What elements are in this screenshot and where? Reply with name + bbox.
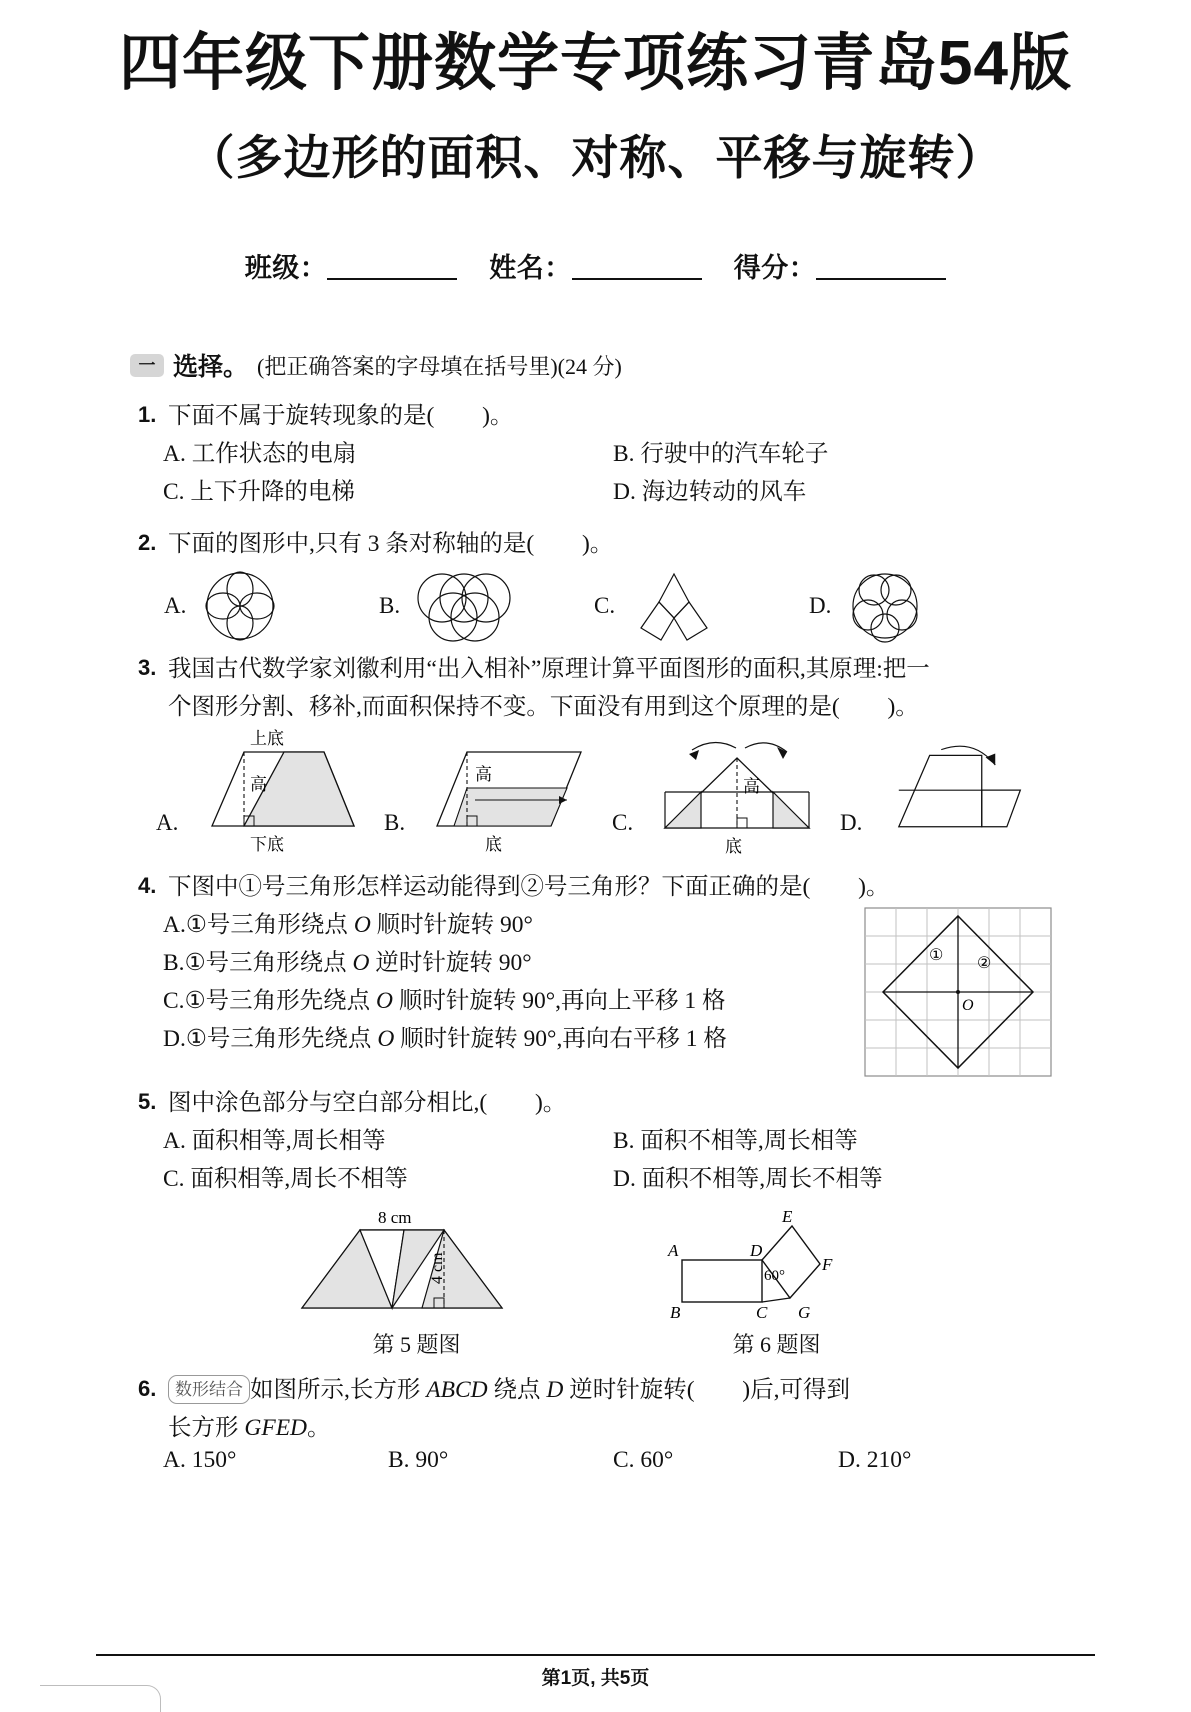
q3-figure-d [840, 728, 1040, 860]
worksheet-page [0, 28, 1191, 1712]
q4b-var: O [352, 949, 370, 976]
score-label: 得分： [733, 253, 817, 284]
trapezoid-rotate-figure [866, 728, 1040, 860]
score-field[interactable] [734, 246, 947, 285]
figures-5-6 [130, 1208, 1063, 1359]
question-2-tail: )。 [581, 531, 614, 558]
q2-figure-a-label: A. [164, 592, 187, 618]
question-3-tail: )。 [887, 693, 919, 720]
triangle-to-rectangle-figure [637, 728, 837, 860]
figure-5-caption: 第 5 题图 [372, 1331, 461, 1357]
question-6 [130, 1371, 1063, 1447]
question-1-option-d[interactable]: D. 海边转动的风车 [613, 479, 807, 506]
question-6-line1-mid: 绕点 [487, 1376, 547, 1403]
q2-figure-d [809, 568, 1009, 644]
q4a-post: 顺时针旋转 90° [370, 911, 533, 938]
page-title: 四年级下册数学专项练习青岛54版 [119, 29, 1072, 98]
question-4-tail: )。 [858, 873, 890, 900]
section-number-badge: 一 [130, 354, 164, 377]
question-1 [130, 397, 1063, 435]
triangle-kite-icon [619, 568, 729, 644]
figure-6-block [652, 1208, 902, 1359]
parallelogram-cut-move-figure [409, 728, 599, 860]
q4a-var: O [353, 911, 371, 938]
section-note: (把正确答案的字母填在括号里)(24 分) [257, 353, 622, 379]
question-3-line2: 个图形分割、移补,而面积保持不变。下面没有用到这个原理的是( [168, 693, 840, 720]
question-4-option-b[interactable] [163, 944, 857, 982]
question-6-tag: 数形结合 [168, 1375, 250, 1405]
question-6-options [130, 1447, 1063, 1474]
q4d-letter: D. [163, 1025, 186, 1052]
question-4-option-a[interactable] [163, 906, 857, 944]
q4a-letter: A. [163, 911, 186, 938]
question-1-option-b[interactable]: B. 行驶中的汽车轮子 [613, 441, 829, 468]
section-title: 选择。 [173, 353, 249, 382]
section-header-choice [130, 347, 1063, 383]
trapezoid-cut-move-figure [182, 728, 372, 860]
four-petal-circle-icon [190, 568, 290, 644]
q3c-base-text: 底 [725, 836, 743, 856]
q3b-height-text: 高 [475, 764, 493, 784]
shaded-trapezoid-figure [292, 1208, 542, 1326]
question-1-option-a[interactable]: A. 工作状态的电扇 [163, 441, 357, 468]
student-info-line [0, 246, 1191, 285]
score-blank[interactable] [816, 258, 946, 280]
question-3 [130, 650, 1063, 726]
question-5-option-d[interactable]: D. 面积不相等,周长不相等 [613, 1165, 883, 1192]
q4d-pre: ①号三角形先绕点 [185, 1025, 378, 1052]
figure6-label-F: F [821, 1254, 832, 1274]
q4c-var: O [376, 987, 393, 1014]
question-6-line2-pre: 长方形 [168, 1414, 245, 1441]
question-6-var-abcd: ABCD [426, 1376, 488, 1403]
question-4-option-d[interactable] [163, 1020, 857, 1058]
question-6-option-c[interactable]: C. 60° [613, 1447, 674, 1474]
figure5-top-label: 8 cm [377, 1207, 412, 1227]
question-5-number: 5. [138, 1088, 157, 1114]
class-label: 班级： [244, 253, 328, 284]
q4a-pre: ①号三角形绕点 [185, 911, 354, 938]
rotated-rectangle-figure [652, 1208, 902, 1326]
q3c-height-text: 高 [743, 776, 761, 796]
page-corner-decoration [40, 1685, 161, 1712]
question-3-line1: 我国古代数学家刘徽利用“出入相补”原理计算平面图形的面积,其原理:把一 [168, 655, 930, 682]
q4c-letter: C. [163, 987, 185, 1014]
page-footer: 第1页, 共5页 [96, 1654, 1095, 1690]
question-3-number: 3. [138, 654, 157, 680]
q3-figure-c [612, 728, 840, 860]
name-label: 姓名： [489, 253, 572, 284]
figure6-label-E: E [781, 1207, 792, 1226]
name-field[interactable] [489, 246, 702, 285]
question-1-option-c[interactable]: C. 上下升降的电梯 [163, 479, 355, 506]
question-6-line2-post: 。 [307, 1414, 331, 1441]
question-5-option-a[interactable]: A. 面积相等,周长相等 [163, 1127, 386, 1154]
q4b-post: 逆时针旋转 90° [369, 949, 532, 976]
class-blank[interactable] [327, 258, 457, 280]
q3a-height-text: 高 [250, 774, 268, 794]
question-5-text: 图中涂色部分与空白部分相比,( [168, 1089, 488, 1116]
q2-figure-b [379, 568, 594, 644]
q3-figure-a [156, 728, 384, 860]
question-5-options [130, 1122, 1063, 1198]
figure6-label-B: B [669, 1302, 680, 1322]
q3-figure-d-label: D. [840, 809, 863, 835]
question-3-figures [130, 728, 1063, 860]
question-2 [130, 525, 1063, 563]
question-2-text: 下面的图形中,只有 3 条对称轴的是( [168, 531, 535, 558]
q2-figure-d-label: D. [809, 592, 832, 618]
q4b-pre: ①号三角形绕点 [184, 949, 353, 976]
q2-figure-c-label: C. [594, 592, 616, 618]
question-6-line1-pre: 如图所示,长方形 [250, 1376, 427, 1403]
q2-figure-c [594, 568, 809, 644]
question-2-figures [130, 568, 1063, 644]
figure5-height-label: 4 cm [428, 1252, 446, 1284]
question-5-option-b[interactable]: B. 面积不相等,周长相等 [613, 1127, 858, 1154]
q3a-top-base-text: 上底 [250, 728, 285, 748]
question-6-option-a[interactable]: A. 150° [163, 1447, 237, 1474]
q4d-var: O [377, 1025, 395, 1052]
question-6-option-d[interactable]: D. 210° [838, 1447, 912, 1474]
q4c-pre: ①号三角形先绕点 [184, 987, 377, 1014]
q4-label-origin: O [962, 996, 974, 1014]
question-6-option-b[interactable]: B. 90° [388, 1447, 449, 1474]
q3a-bottom-base-text: 下底 [250, 834, 285, 854]
question-1-options [130, 435, 1063, 511]
question-1-text: 下面不属于旋转现象的是( [168, 403, 435, 430]
q2-figure-a [164, 568, 379, 644]
question-6-var-gfed: GFED [244, 1414, 308, 1441]
q3-figure-b [384, 728, 612, 860]
figure6-angle-label: 60° [763, 1267, 785, 1284]
class-field[interactable] [245, 246, 458, 285]
name-blank[interactable] [572, 258, 702, 280]
q4b-letter: B. [163, 949, 185, 976]
q4d-post: 顺时针旋转 90°,再向右平移 1 格 [394, 1025, 727, 1052]
figure6-label-A: A [667, 1240, 678, 1260]
question-4-text: 下图中①号三角形怎样运动能得到②号三角形？下面正确的是( [168, 873, 811, 900]
question-1-number: 1. [138, 402, 157, 428]
figure6-label-C: C [755, 1302, 767, 1322]
question-5-tail: )。 [534, 1089, 567, 1116]
question-4-grid-figure [863, 906, 1063, 1078]
question-4-number: 4. [138, 872, 157, 898]
three-overlapping-circles-icon [404, 568, 522, 644]
figure-6-caption: 第 6 题图 [732, 1331, 821, 1357]
q3-figure-a-label: A. [156, 809, 179, 835]
question-2-number: 2. [138, 530, 157, 556]
question-6-number: 6. [138, 1375, 157, 1401]
question-4-option-c[interactable] [163, 982, 857, 1020]
question-4 [130, 868, 1063, 906]
figure6-label-D: D [749, 1240, 762, 1260]
question-4-body [130, 906, 1063, 1078]
q3-figure-b-label: B. [384, 809, 406, 835]
page-subtitle: （多边形的面积、对称、平移与旋转） [187, 131, 1004, 185]
q3b-base-text: 底 [485, 834, 503, 854]
question-1-tail: )。 [482, 403, 514, 430]
q4-label-one: ① [929, 946, 944, 964]
figure6-label-G: G [797, 1302, 810, 1322]
rotation-grid-diagram [863, 906, 1053, 1078]
question-6-line1-tail: )后,可得到 [742, 1376, 850, 1403]
q2-figure-b-label: B. [379, 592, 401, 618]
q4-label-two: ② [977, 954, 992, 972]
question-5 [130, 1084, 1063, 1122]
question-6-line1-post: 逆时针旋转( [563, 1376, 695, 1403]
question-6-var-d: D [546, 1376, 564, 1403]
question-5-option-c[interactable]: C. 面积相等,周长不相等 [163, 1165, 408, 1192]
five-petal-flower-icon [835, 568, 935, 644]
figure-5-block [292, 1208, 542, 1359]
q4c-post: 顺时针旋转 90°,再向上平移 1 格 [393, 987, 726, 1014]
q3-figure-c-label: C. [612, 809, 634, 835]
worksheet-content [0, 347, 1191, 1474]
question-4-options [130, 906, 857, 1078]
